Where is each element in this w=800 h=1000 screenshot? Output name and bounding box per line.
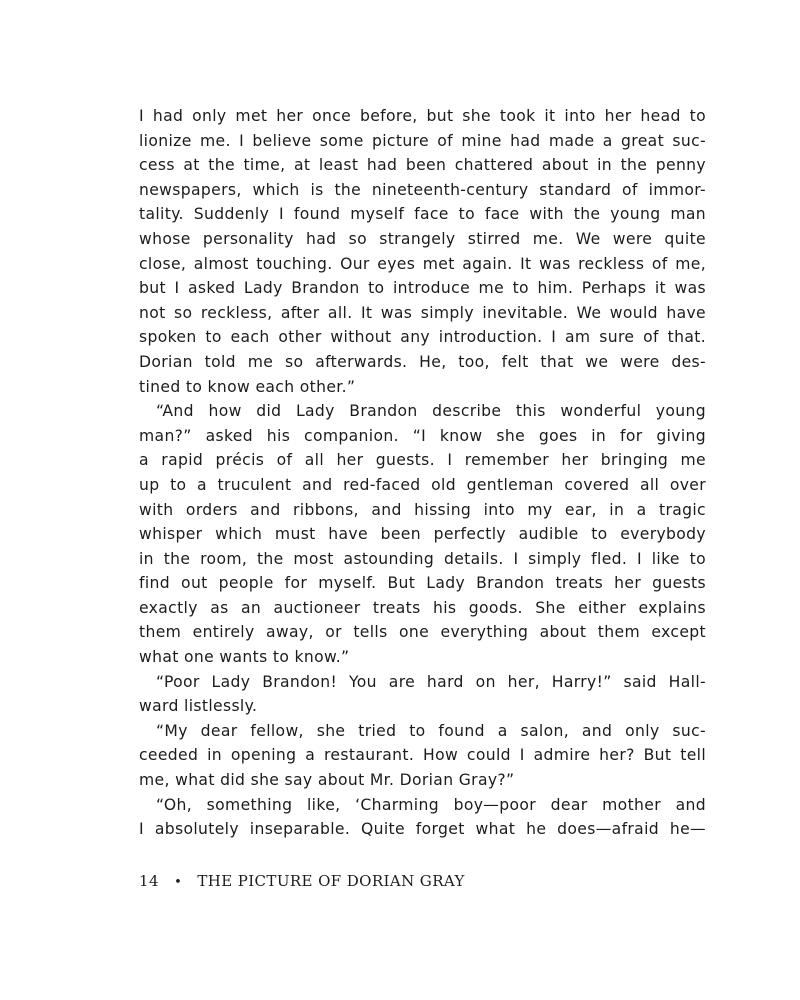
text-line: me, what did she say about Mr. Dorian Gray?” xyxy=(139,771,515,790)
text-line: cess at the time, at least had been chattered about in the penny xyxy=(139,156,706,175)
text-line: I absolutely inseparable. Quite forget what he does—afraid he— xyxy=(139,820,706,839)
text-line: spoken to each other without any introduction. I am sure of that. xyxy=(139,328,706,347)
text-line: what one wants to know.” xyxy=(139,648,350,667)
text-line: tality. Suddenly I found myself face to face with the young man xyxy=(139,205,706,224)
text-line: a rapid précis of all her guests. I remember her bringing me xyxy=(139,451,706,470)
running-footer xyxy=(139,872,465,890)
footer-separator: • xyxy=(174,875,183,890)
text-line: close, almost touching. Our eyes met again. It was reckless of me, xyxy=(139,254,706,273)
text-line: but I asked Lady Brandon to introduce me to him. Perhaps it was xyxy=(139,279,706,298)
text-line: tined to know each other.” xyxy=(139,377,356,396)
text-line: “My dear fellow, she tried to found a salon, and only suc- xyxy=(156,721,706,740)
text-line: man?” asked his companion. “I know she goes in for giving xyxy=(139,426,706,445)
text-line: them entirely away, or tells one everything about them except xyxy=(139,623,706,642)
text-line: lionize me. I believe some picture of mine had made a great suc- xyxy=(139,131,706,150)
text-line: in the room, the most astounding details. I simply fled. I like to xyxy=(139,549,706,568)
body-text xyxy=(139,104,706,842)
book-title: THE PICTURE OF DORIAN GRAY xyxy=(197,872,465,890)
text-line: whisper which must have been perfectly audible to everybody xyxy=(139,525,706,544)
page-number: 14 xyxy=(139,872,159,890)
text-line: “Oh, something like, ‘Charming boy—poor dear mother and xyxy=(156,795,706,814)
text-line: ward listlessly. xyxy=(139,697,258,716)
text-line: ceeded in opening a restaurant. How could I admire her? But tell xyxy=(139,746,706,765)
text-line: Dorian told me so afterwards. He, too, felt that we were des- xyxy=(139,352,706,371)
text-line: I had only met her once before, but she took it into her head to xyxy=(139,107,706,125)
text-line: not so reckless, after all. It was simply inevitable. We would have xyxy=(139,303,706,322)
text-line: whose personality had so strangely stirred me. We were quite xyxy=(139,229,706,248)
text-line: “And how did Lady Brandon describe this wonderful young xyxy=(156,402,706,421)
text-line: find out people for myself. But Lady Brandon treats her guests xyxy=(139,574,706,593)
text-line: newspapers, which is the nineteenth-century standard of immor- xyxy=(139,180,706,199)
text-line: exactly as an auctioneer treats his goods. She either explains xyxy=(139,598,706,617)
text-line: with orders and ribbons, and hissing into my ear, in a tragic xyxy=(139,500,706,519)
text-line: up to a truculent and red-faced old gentleman covered all over xyxy=(139,475,706,494)
text-line: “Poor Lady Brandon! You are hard on her, Harry!” said Hall- xyxy=(156,672,706,691)
